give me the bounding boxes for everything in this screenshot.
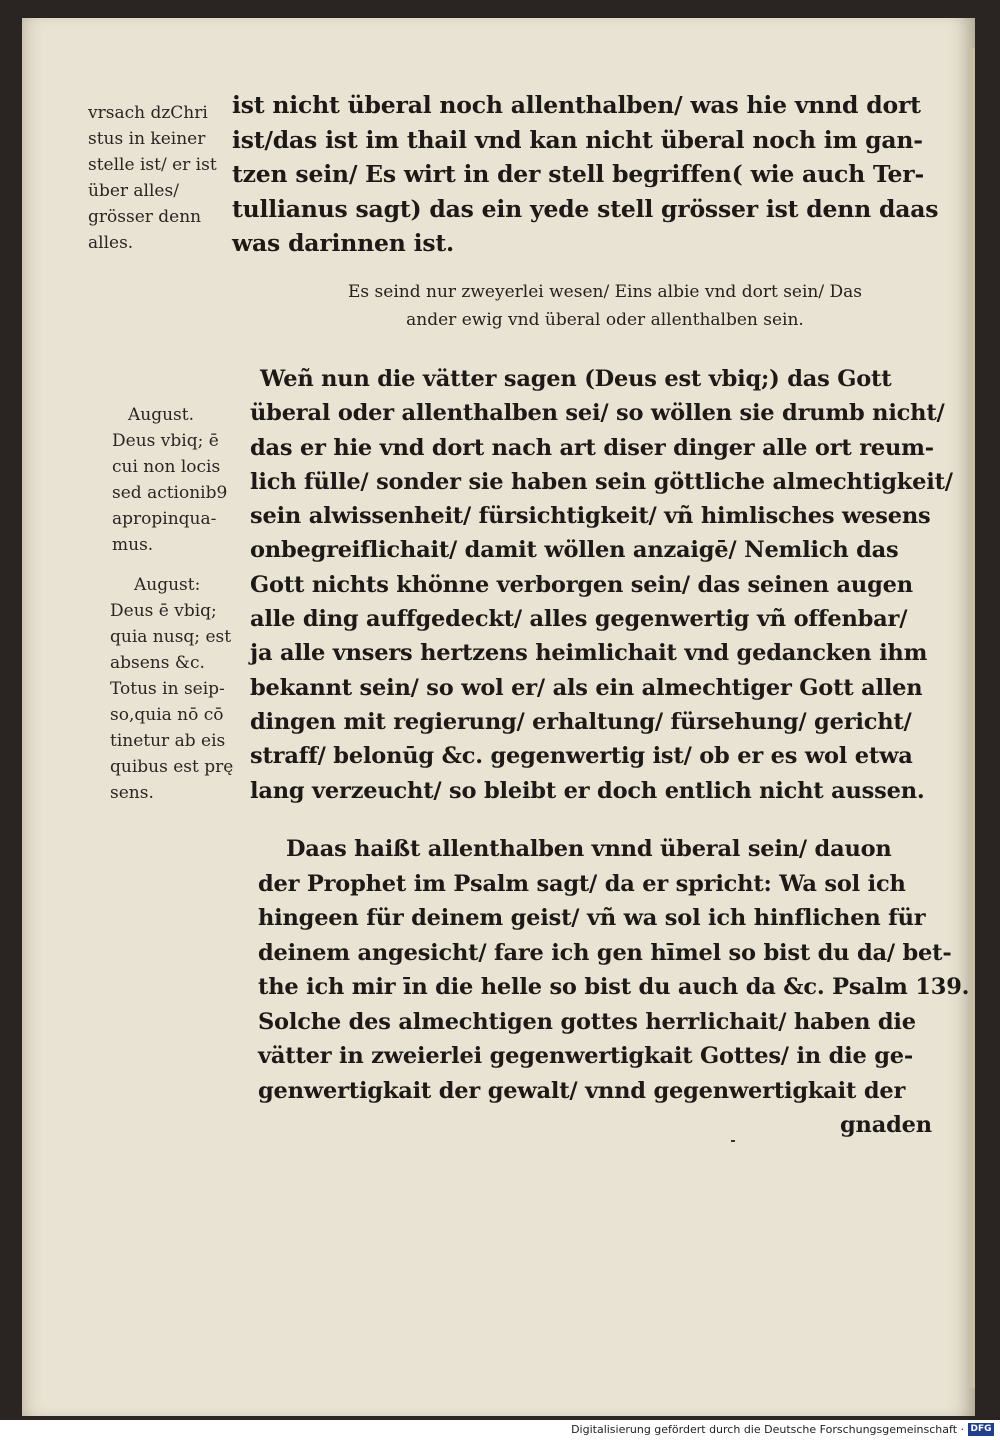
text-line: lang verzeucht/ so bleibt er doch entlich nicht aussen. — [250, 777, 925, 804]
text-line: ja alle vnsers hertzens heimlichait vnd gedancken ihm — [250, 640, 928, 667]
caption-line: Es seind nur zweyerlei wesen/ Eins albie vnd dort sein/ Das — [348, 282, 862, 302]
ink-speck — [731, 1140, 735, 1142]
margin-note-line: stus in keiner — [88, 129, 206, 149]
text-line: Daas haißt allenthalben vnnd überal sein/ dauon — [286, 836, 892, 862]
catchword-text: gnaden — [840, 1112, 932, 1138]
text-line: tullianus sagt) das ein yede stell grösser ist denn daas — [232, 194, 939, 223]
margin-note-2 — [112, 402, 227, 558]
margin-note-line: August. — [128, 405, 195, 425]
paragraph-2 — [250, 362, 953, 808]
footer-bar — [0, 1420, 1000, 1440]
text-line: the ich mir īn die helle so bist du auch da &c. Psalm 139. — [258, 974, 970, 1000]
margin-note-line: Deus ē vbiq; — [110, 601, 217, 621]
text-line: genwertigkait der gewalt/ vnnd gegenwertigkait der — [258, 1077, 906, 1104]
margin-note-line: sens. — [110, 783, 154, 803]
margin-note-line: apropinqua- — [112, 509, 217, 529]
margin-note-line: alles. — [88, 233, 134, 253]
page-edge — [969, 48, 975, 1388]
catchword — [840, 1108, 950, 1143]
margin-note-line: mus. — [112, 535, 154, 555]
text-line: dingen mit regierung/ erhaltung/ fürsehung/ gericht/ — [250, 708, 912, 735]
margin-note-line: grösser denn — [88, 207, 202, 227]
text-line: Solche des almechtigen gottes herrlichait/ haben die — [258, 1008, 916, 1035]
margin-note-line: so,quia nō cō — [110, 705, 224, 725]
text-line: onbegreiflichait/ damit wöllen anzaigē/ Nemlich das — [250, 537, 899, 564]
text-line: hingeen für deinem geist/ vñ wa sol ich hinflichen für — [258, 905, 926, 931]
margin-note-line: Deus vbiq; ē — [112, 431, 219, 451]
text-line: bekannt sein/ so wol er/ als ein almechtiger Gott allen — [250, 674, 923, 701]
text-line: alle ding auffgedeckt/ alles gegenwertig vñ offenbar/ — [250, 606, 908, 633]
margin-note-line: absens &c. — [110, 653, 205, 673]
paragraph-1 — [232, 88, 952, 261]
paragraph-3 — [258, 832, 970, 1108]
text-line: das er hie vnd dort nach art diser dinger alle ort reum- — [250, 434, 934, 461]
summary-caption — [280, 278, 930, 334]
text-line: deinem angesicht/ fare ich gen hīmel so bist du da/ bet- — [258, 939, 952, 966]
margin-note-line: tinetur ab eis — [110, 731, 226, 751]
margin-note-line: vrsach dzChri — [88, 103, 208, 123]
text-line: Gott nichts khönne verborgen sein/ das seinen augen — [250, 571, 913, 598]
margin-note-line: stelle ist/ er ist — [88, 155, 217, 175]
funding-credit: Digitalisierung gefördert durch die Deutsche Forschungsgemeinschaft · — [571, 1423, 964, 1436]
margin-note-line: quia nusq; est — [110, 627, 232, 647]
text-line: was darinnen ist. — [232, 229, 455, 257]
margin-note-line: Totus in seip- — [110, 679, 225, 699]
margin-note-line: August: — [134, 575, 201, 595]
text-line: sein alwissenheit/ fürsichtigkeit/ vñ himlisches wesens — [250, 503, 931, 530]
margin-note-line: über alles/ — [88, 181, 179, 201]
margin-note-line: sed actionib9 — [112, 483, 228, 503]
text-line: ist nicht überal noch allenthalben/ was hie vnnd dort — [232, 91, 921, 119]
caption-line: ander ewig vnd überal oder allenthalben sein. — [406, 310, 804, 330]
text-line: straff/ belonūg &c. gegenwertig ist/ ob er es wol etwa — [250, 743, 913, 770]
text-line: ist/das ist im thail vnd kan nicht überal noch im gan- — [232, 125, 923, 154]
text-line: Weñ nun die vätter sagen (Deus est vbiq;) das Gott — [260, 366, 892, 392]
margin-note-line: quibus est prę — [110, 757, 234, 777]
text-line: tzen sein/ Es wirt in der stell begriffen( wie auch Ter- — [232, 160, 925, 188]
text-line: überal oder allenthalben sei/ so wöllen sie drumb nicht/ — [250, 400, 945, 427]
margin-note-3 — [110, 572, 233, 806]
text-line: lich fülle/ sonder sie haben sein göttliche almechtigkeit/ — [250, 468, 953, 495]
text-line: der Prophet im Psalm sagt/ da er spricht: Wa sol ich — [258, 870, 906, 897]
margin-note-line: cui non locis — [112, 457, 221, 477]
dfg-logo-icon: DFG — [968, 1423, 994, 1436]
margin-note-1 — [88, 100, 217, 256]
text-line: vätter in zweierlei gegenwertigkait Gottes/ in die ge- — [258, 1043, 914, 1069]
